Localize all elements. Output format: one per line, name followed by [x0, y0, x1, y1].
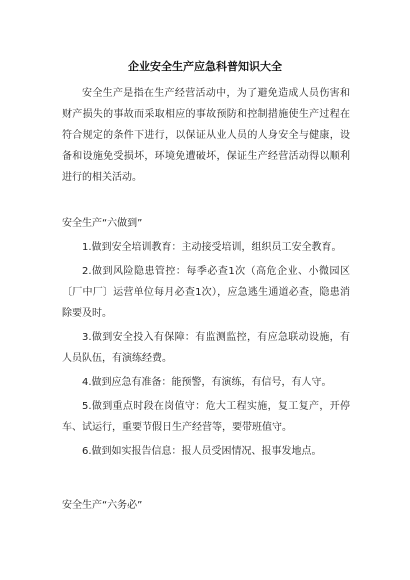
section-heading-six-musts: 安全生产“六务必”	[62, 500, 143, 511]
list-item: 5.做到重点时段在岗值守：危大工程实施，复工复产，开停车、试运行，重要节假日生产经营等，要带班值守。	[62, 401, 350, 433]
list-item: 2.做到风险隐患管控：每季必查1次（高危企业、小微园区〔厂中厂〕运营单位每月必查1次），应急逃生通道必查，隐患消除要及时。	[62, 266, 350, 319]
list-item: 3.做到安全投入有保障：有监测监控，有应急联动设施，有人员队伍，有演练经费。	[62, 332, 350, 364]
document-title: 企业安全生产应急科普知识大全	[128, 60, 282, 73]
list-item: 4.做到应急有准备：能预警，有演练，有信号，有人守。	[82, 377, 332, 388]
intro-paragraph: 安全生产是指在生产经营活动中，为了避免造成人员伤害和财产损失的事故而采取相应的事故预防和控制措施使生产过程在符合规定的条件下进行，以保证从业人员的人身安全与健康，设备和设施免受损坏，环境免遭破坏，保证生产经营活动得以顺利进行的相关活动。	[62, 88, 350, 183]
section-heading-six-dos: 安全生产“六做到”	[62, 218, 143, 229]
list-item: 6.做到如实报告信息：报人员受困情况、报事发地点。	[82, 446, 322, 457]
list-item: 1.做到安全培训教育：主动接受培训，组织员工安全教育。	[82, 242, 342, 253]
six-dos-list	[62, 237, 350, 465]
